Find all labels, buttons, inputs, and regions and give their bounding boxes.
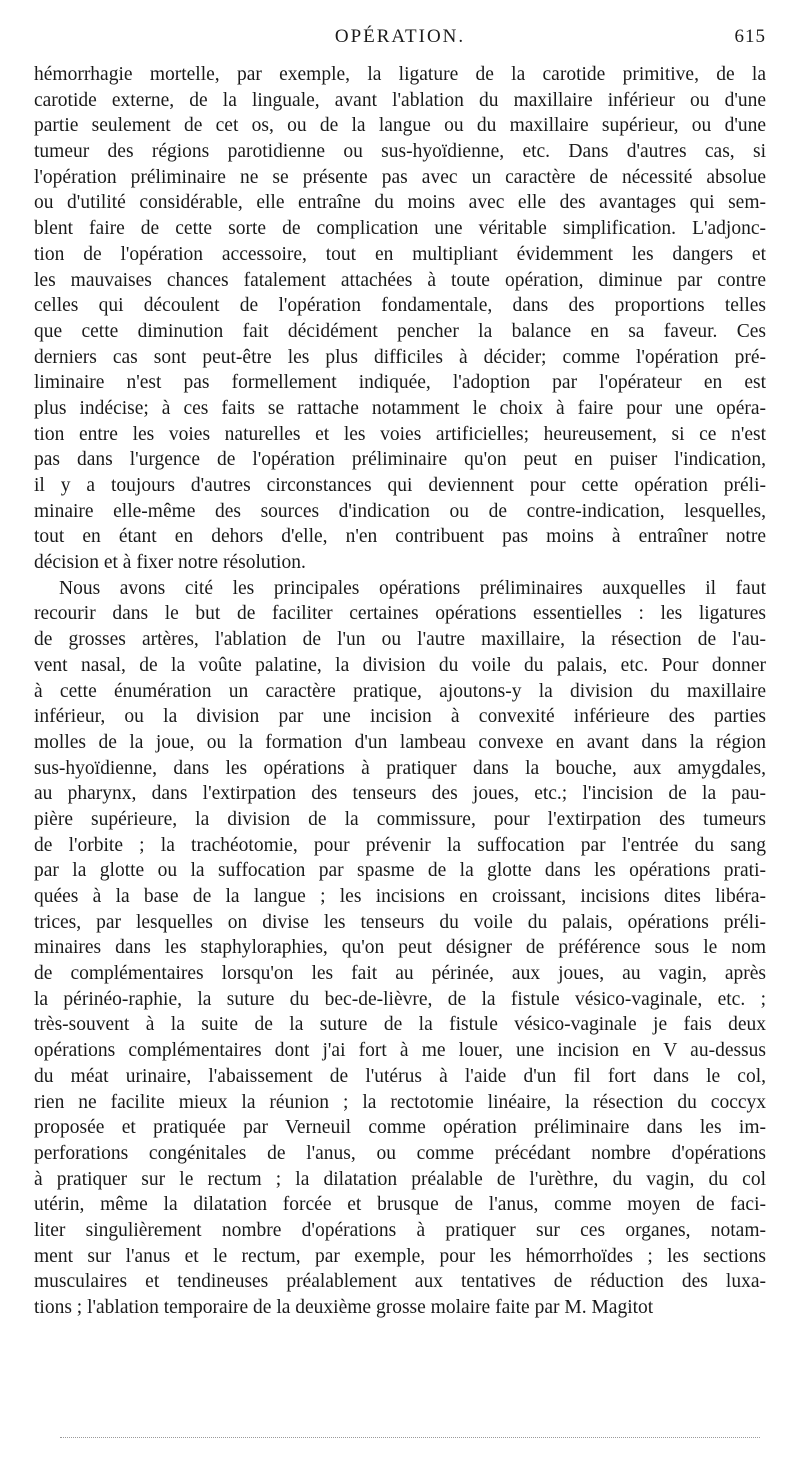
text-line: très-souvent à la suite de la suture de la fistule vésico-vaginale je fais deux [34,1014,766,1036]
text-line: tumeur des régions parotidienne ou sus-hyoïdienne, etc. Dans d'autres cas, si [34,141,766,163]
text-line: tions ; l'ablation temporaire de la deuxième grosse molaire faite par M. Magitot [34,1297,654,1318]
text-line: recourir dans le but de faciliter certaines opérations essentielles : les ligatures [34,603,766,625]
text-line: l'opération préliminaire ne se présente pas avec un caractère de nécessité absolue [34,166,766,188]
text-line: trices, par lesquelles on divise les tenseurs du voile du palais, opérations préli- [34,911,766,933]
text-line: quées à la base de la langue ; les incisions en croissant, incisions dites libéra- [34,886,766,907]
text-line: à cette énumération un caractère pratique, ajoutons-y la division du maxillaire [34,680,766,702]
text-line: tout en étant en dehors d'elle, n'en contribuent pas moins à entraîner notre [34,526,766,548]
text-line: il y a toujours d'autres circonstances qui deviennent pour cette opération préli- [34,475,766,496]
text-line: au pharynx, dans l'extirpation des tenseurs des joues, etc.; l'incision de la pau- [34,783,766,805]
page-number: 615 [734,26,766,47]
text-line: proposée et pratiquée par Verneuil comme opération préliminaire dans les im- [34,1117,766,1139]
text-line: de l'orbite ; la trachéotomie, pour prévenir la suffocation par l'entrée du sang [34,834,766,856]
text-line: inférieur, ou la division par une incision à convexité inférieure des parties [34,706,766,728]
text-line: liminaire n'est pas formellement indiquée, l'adoption par l'opérateur en est [34,372,766,394]
text-line: carotide externe, de la linguale, avant l'ablation du maxillaire inférieur ou d'une [34,89,766,111]
text-line: tion de l'opération accessoire, tout en multipliant évidemment les dangers et [34,243,766,265]
text-line: du méat urinaire, l'abaissement de l'utérus à l'aide d'un fil fort dans le col, [34,1065,766,1087]
bottom-rule [60,1437,760,1438]
text-line: vent nasal, de la voûte palatine, la division du voile du palais, etc. Pour donner [34,654,766,676]
text-line: pas dans l'urgence de l'opération préliminaire qu'on peut en puiser l'indication, [34,449,766,471]
text-line: ou d'utilité considérable, elle entraîne du moins avec elle des avantages qui sem- [34,192,766,214]
text-line: sus-hyoïdienne, dans les opérations à pratiquer dans la bouche, aux amygdales, [34,757,766,779]
text-line: opérations complémentaires dont j'ai fort à me louer, une incision en V au-dessus [34,1040,766,1062]
text-line: la périnéo-raphie, la suture du bec-de-lièvre, de la fistule vésico-vaginale, etc. ; [34,988,766,1010]
text-line: plus indécise; à ces faits se rattache notamment le choix à faire pour une opéra- [34,397,766,419]
text-line: par la glotte ou la suffocation par spasme de la glotte dans les opérations prati- [34,860,766,882]
text-line: ment sur l'anus et le rectum, par exemple, pour les hémorrhoïdes ; les sections [34,1245,766,1267]
text-line: utérin, même la dilatation forcée et brusque de l'anus, comme moyen de faci- [34,1194,766,1216]
text-line: que cette diminution fait décidément pencher la balance en sa faveur. Ces [34,320,766,342]
text-line: de grosses artères, l'ablation de l'un ou l'autre maxillaire, la résection de l'au- [34,629,766,651]
running-title: OPÉRATION. [334,26,466,47]
text-line: molles de la joue, ou la formation d'un lambeau convexe en avant dans la région [34,731,766,753]
text-line: celles qui découlent de l'opération fondamentale, dans des proportions telles [34,295,766,317]
running-head [34,26,766,50]
text-line: minaires dans les staphyloraphies, qu'on peut désigner de préférence sous le nom [34,937,766,959]
body-text [34,62,766,1321]
text-line: décision et à fixer notre résolution. [34,552,306,574]
text-line: à pratiquer sur le rectum ; la dilatation préalable de l'urèthre, du vagin, du col [34,1168,766,1190]
text-line: Nous avons cité les principales opérations préliminaires auxquelles il faut [59,577,766,599]
text-line: partie seulement de cet os, ou de la langue ou du maxillaire supérieur, ou d'une [34,115,766,137]
text-line: liter singulièrement nombre d'opérations à pratiquer sur ces organes, notam- [34,1219,766,1241]
text-line: rien ne facilite mieux la réunion ; la rectotomie linéaire, la résection du coccyx [34,1091,766,1113]
paragraph-1 [34,62,766,576]
text-line: musculaires et tendineuses préalablement aux tentatives de réduction des luxa- [34,1271,766,1293]
text-line: pière supérieure, la division de la commissure, pour l'extirpation des tumeurs [34,808,766,830]
text-line: blent faire de cette sorte de complication une véritable simplification. L'adjonc- [34,218,766,240]
text-line: hémorrhagie mortelle, par exemple, la ligature de la carotide primitive, de la [34,64,766,85]
text-line: tion entre les voies naturelles et les voies artificielles; heureusement, si ce n'est [34,423,766,445]
paragraph-2 [34,576,766,1321]
text-line: perforations congénitales de l'anus, ou comme précédant nombre d'opérations [34,1142,766,1164]
text-line: derniers cas sont peut-être les plus difficiles à décider; comme l'opération pré- [34,346,766,368]
text-line: les mauvaises chances fatalement attachées à toute opération, diminue par contre [34,269,766,291]
text-line: de complémentaires lorsqu'on les fait au périnée, aux joues, au vagin, après [34,963,766,985]
text-line: minaire elle-même des sources d'indication ou de contre-indication, lesquelles, [34,500,766,522]
